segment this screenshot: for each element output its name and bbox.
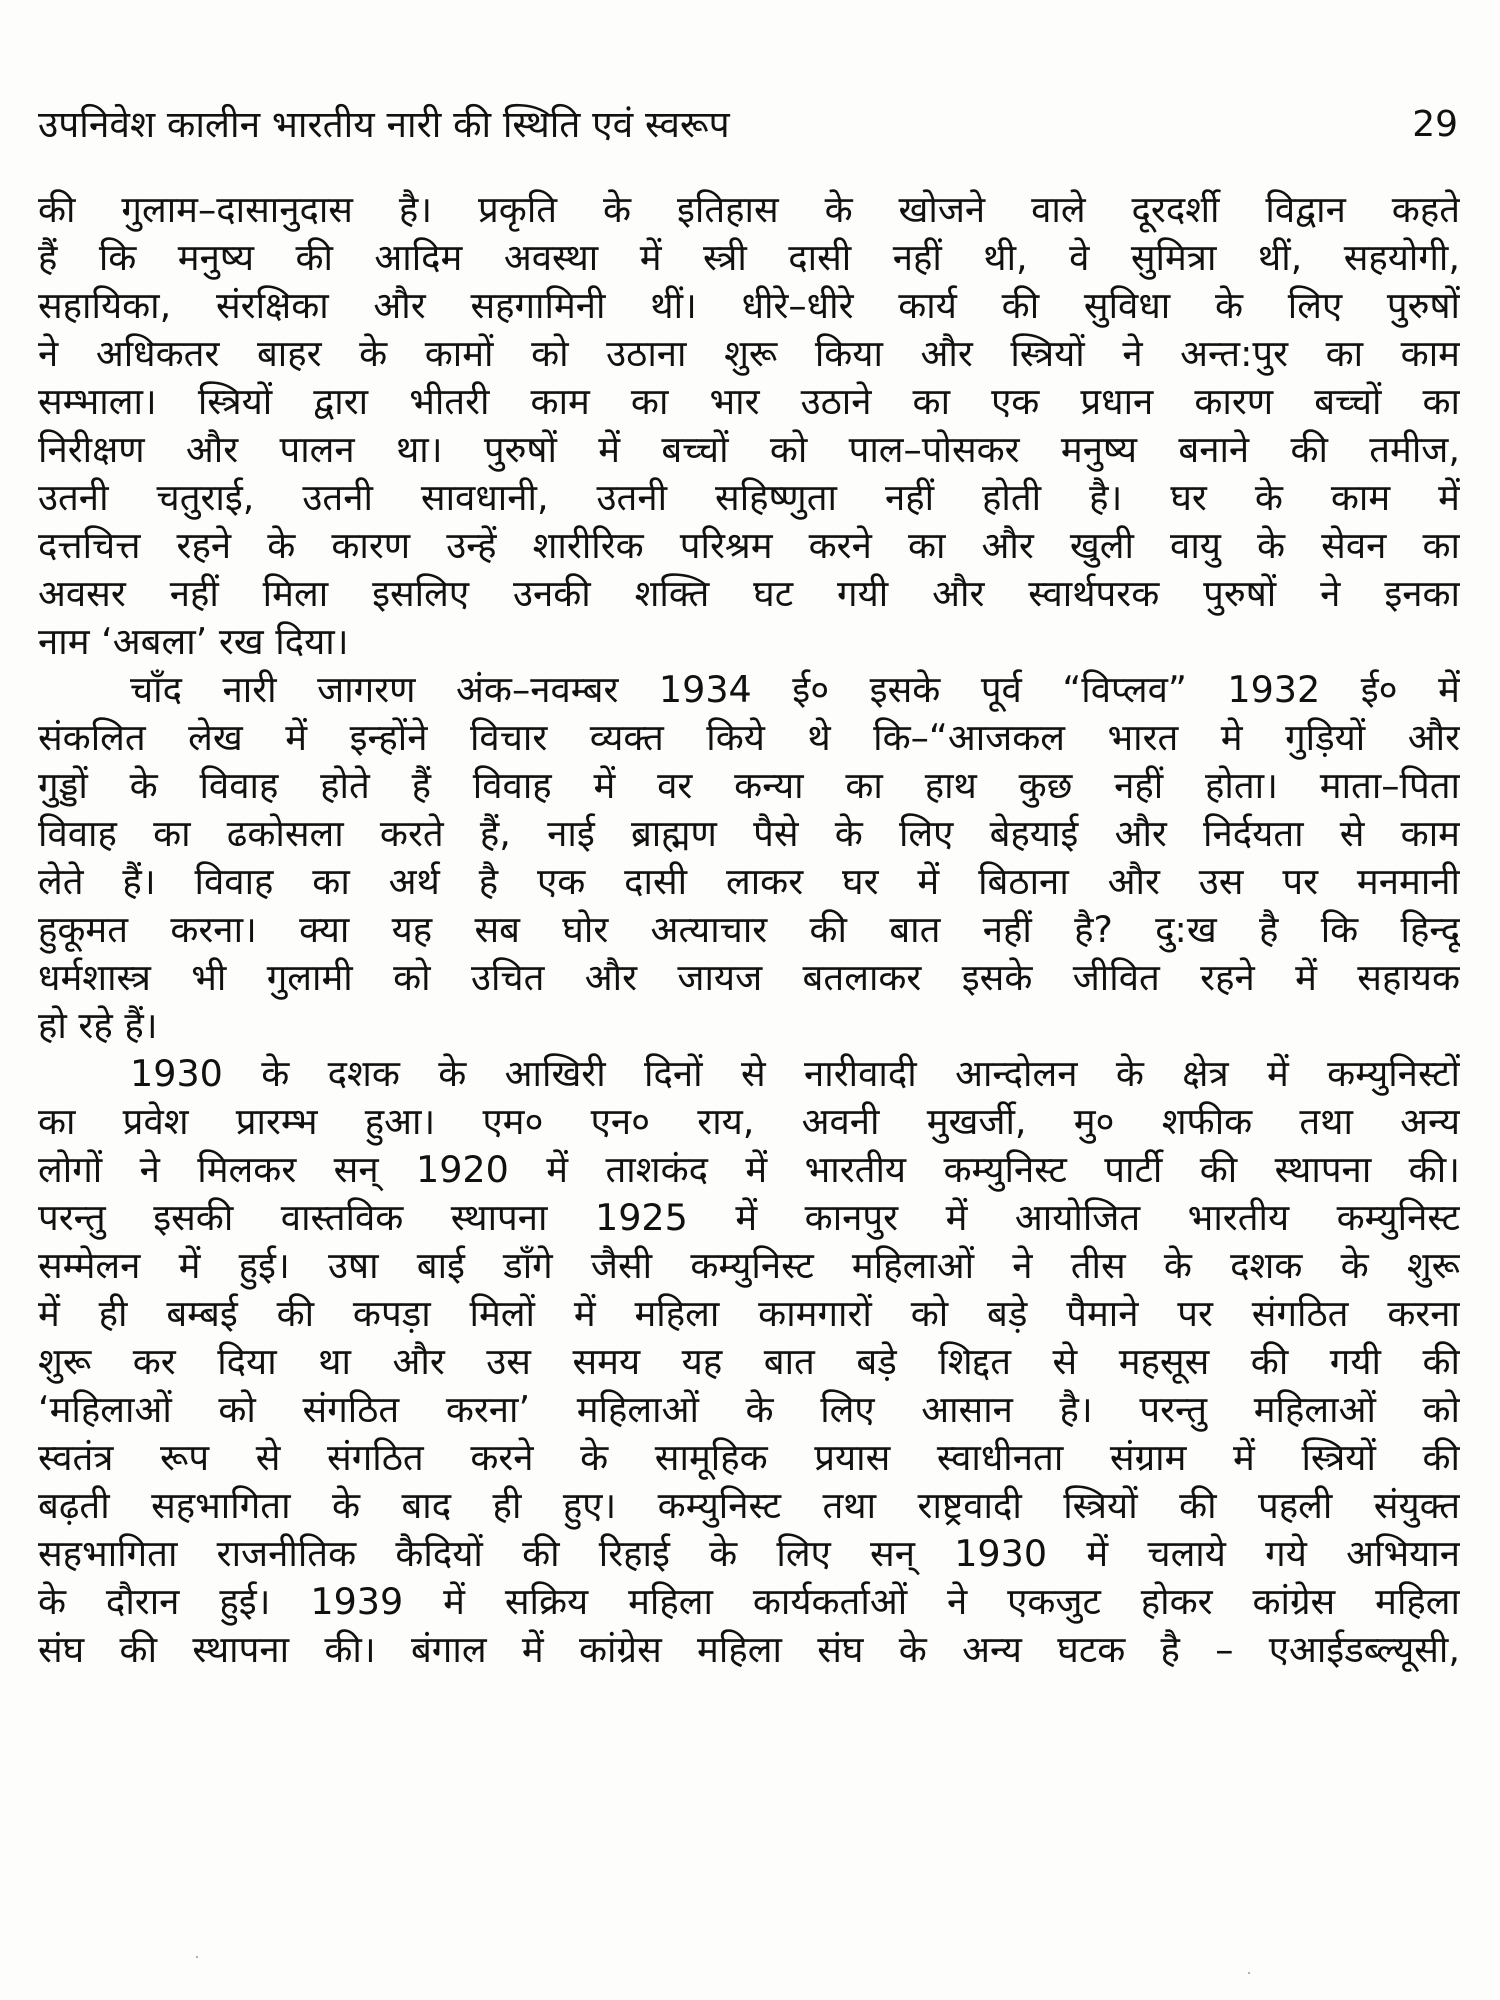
text-line: नाम ‘अबला’ रख दिया। [38, 620, 349, 663]
body-text [38, 186, 1460, 1674]
text-line: सहायिका, संरक्षिका और सहगामिनी थीं। धीरे–धीरे कार्य की सुविधा के लिए पुरुषों [38, 284, 1460, 327]
paragraph-first-line: चाँद नारी जागरण अंक–नवम्बर 1934 ई० इसके पूर्व “विप्लव” 1932 ई० में [130, 668, 1460, 711]
page-number: 29 [1412, 104, 1458, 145]
text-line: के दौरान हुई। 1939 में सक्रिय महिला कार्यकर्ताओं ने एकजुट होकर कांग्रेस महिला [38, 1580, 1460, 1623]
text-line: हुकूमत करना। क्या यह सब घोर अत्याचार की बात नहीं है? दु:ख है कि हिन्दू [38, 908, 1460, 951]
text-line: शुरू कर दिया था और उस समय यह बात बड़े शिद्दत से महसूस की गयी की [38, 1340, 1460, 1383]
text-line: ने अधिकतर बाहर के कामों को उठाना शुरू किया और स्त्रियों ने अन्त:पुर का काम [38, 332, 1460, 375]
scan-speck [1248, 1972, 1250, 1974]
paragraph-first-line: 1930 के दशक के आखिरी दिनों से नारीवादी आन्दोलन के क्षेत्र में कम्युनिस्टों [130, 1052, 1460, 1095]
text-line: हो रहे हैं। [38, 1004, 158, 1047]
text-line: संघ की स्थापना की। बंगाल में कांग्रेस महिला संघ के अन्य घटक है – एआईडब्ल्यूसी, [38, 1628, 1460, 1671]
text-line: धर्मशास्त्र भी गुलामी को उचित और जायज बतलाकर इसके जीवित रहने में सहायक [38, 956, 1460, 999]
text-line: की गुलाम–दासानुदास है। प्रकृति के इतिहास के खोजने वाले दूरदर्शी विद्वान कहते [38, 188, 1460, 231]
text-line: अवसर नहीं मिला इसलिए उनकी शक्ति घट गयी और स्वार्थपरक पुरुषों ने इनका [38, 572, 1460, 615]
text-line: का प्रवेश प्रारम्भ हुआ। एम० एन० राय, अवनी मुखर्जी, मु० शफीक तथा अन्य [38, 1100, 1460, 1143]
text-line: सम्भाला। स्त्रियों द्वारा भीतरी काम का भार उठाने का एक प्रधान कारण बच्चों का [38, 380, 1460, 423]
text-line: हैं कि मनुष्य की आदिम अवस्था में स्त्री दासी नहीं थी, वे सुमित्रा थीं, सहयोगी, [38, 236, 1460, 279]
text-line: दत्तचित्त रहने के कारण उन्हें शारीरिक परिश्रम करने का और खुली वायु के सेवन का [38, 524, 1460, 567]
text-line: गुड्डों के विवाह होते हैं विवाह में वर कन्या का हाथ कुछ नहीं होता। माता–पिता [38, 764, 1460, 807]
running-title: उपनिवेश कालीन भारतीय नारी की स्थिति एवं स्वरूप [38, 103, 730, 146]
text-line: संकलित लेख में इन्होंने विचार व्यक्त किये थे कि–“आजकल भारत मे गुड़ियों और [38, 716, 1460, 759]
page-header [38, 100, 1458, 160]
text-line: लेते हैं। विवाह का अर्थ है एक दासी लाकर घर में बिठाना और उस पर मनमानी [38, 860, 1460, 903]
text-line: स्वतंत्र रूप से संगठित करने के सामूहिक प्रयास स्वाधीनता संग्राम में स्त्रियों की [38, 1436, 1460, 1479]
text-line: सहभागिता राजनीतिक कैदियों की रिहाई के लिए सन् 1930 में चलाये गये अभियान [38, 1532, 1460, 1575]
text-line: विवाह का ढकोसला करते हैं, नाई ब्राह्मण पैसे के लिए बेहयाई और निर्दयता से काम [38, 812, 1460, 855]
text-line: बढ़ती सहभागिता के बाद ही हुए। कम्युनिस्ट तथा राष्ट्रवादी स्त्रियों की पहली संयुक्त [38, 1484, 1460, 1527]
text-line: ‘महिलाओं को संगठित करना’ महिलाओं के लिए आसान है। परन्तु महिलाओं को [38, 1388, 1460, 1431]
text-line: सम्मेलन में हुई। उषा बाई डाँगे जैसी कम्युनिस्ट महिलाओं ने तीस के दशक के शुरू [38, 1244, 1460, 1287]
text-line: निरीक्षण और पालन था। पुरुषों में बच्चों को पाल–पोसकर मनुष्य बनाने की तमीज, [38, 428, 1460, 471]
scan-speck [196, 1956, 198, 1958]
text-line: उतनी चतुराई, उतनी सावधानी, उतनी सहिष्णुता नहीं होती है। घर के काम में [38, 476, 1460, 519]
text-line: लोगों ने मिलकर सन् 1920 में ताशकंद में भारतीय कम्युनिस्ट पार्टी की स्थापना की। [38, 1148, 1460, 1191]
text-line: परन्तु इसकी वास्तविक स्थापना 1925 में कानपुर में आयोजित भारतीय कम्युनिस्ट [38, 1196, 1460, 1239]
text-line: में ही बम्बई की कपड़ा मिलों में महिला कामगारों को बड़े पैमाने पर संगठित करना [38, 1292, 1460, 1335]
